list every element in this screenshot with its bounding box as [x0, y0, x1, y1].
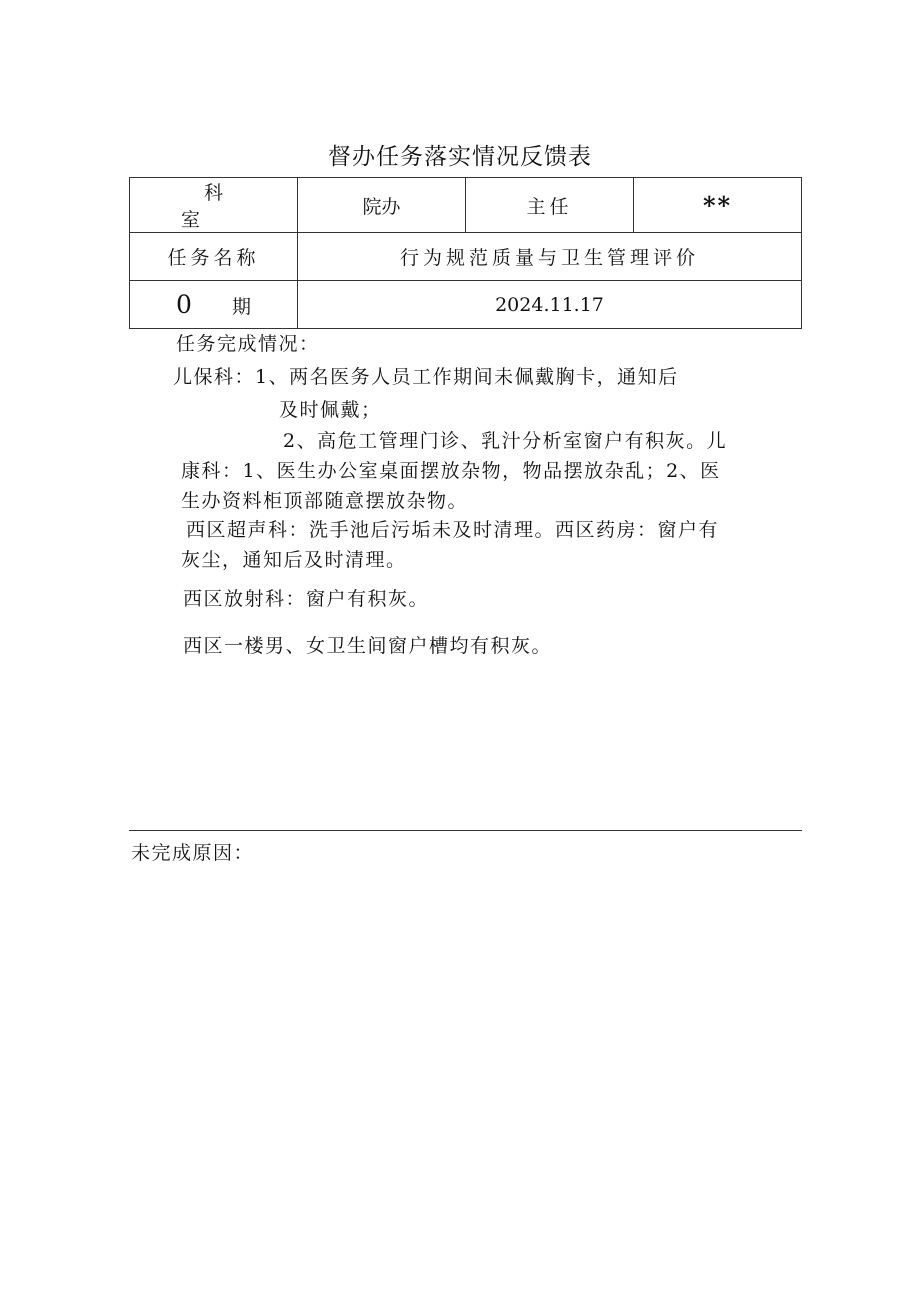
dept-label-cell	[130, 178, 298, 233]
section-divider	[129, 830, 802, 831]
completion-line: 灰尘，通知后及时清理。	[181, 549, 407, 571]
completion-line: 西区一楼男、女卫生间窗户槽均有积灰。	[183, 635, 553, 657]
completion-line: 及时佩戴；	[279, 399, 382, 421]
completion-line: 康科：1、医生办公室桌面摆放杂物，物品摆放杂乱；2、医	[181, 460, 721, 482]
document-title: 督办任务落实情况反馈表	[328, 144, 592, 170]
director-label: 主任	[466, 178, 634, 233]
issue-cell	[130, 281, 298, 329]
completion-line: 2、高危工管理门诊、乳汁分析室窗户有积灰。儿	[283, 430, 728, 452]
task-label: 任务名称	[130, 233, 298, 281]
task-value: 行为规范质量与卫生管理评价	[298, 233, 802, 281]
completion-line: 西区放射科：窗户有积灰。	[183, 588, 430, 610]
table-row-dept	[130, 178, 802, 233]
director-value: **	[634, 178, 802, 233]
info-table	[129, 177, 802, 329]
issue-label: 期	[231, 296, 251, 318]
table-row-issue	[130, 281, 802, 329]
incomplete-heading: 未完成原因：	[131, 842, 255, 864]
dept-value: 院办	[298, 178, 466, 233]
issue-date: 2024.11.17	[298, 281, 802, 329]
completion-line: 生办资料柜顶部随意摆放杂物。	[181, 490, 469, 512]
dept-label: 科室	[180, 182, 269, 231]
issue-number: 0	[176, 290, 192, 319]
completion-line: 西区超声科：洗手池后污垢未及时清理。西区药房：窗户有	[186, 519, 720, 541]
table-row-task	[130, 233, 802, 281]
completion-line: 儿保科：1、两名医务人员工作期间未佩戴胸卡，通知后	[173, 366, 679, 388]
completion-heading: 任务完成情况：	[176, 333, 320, 355]
